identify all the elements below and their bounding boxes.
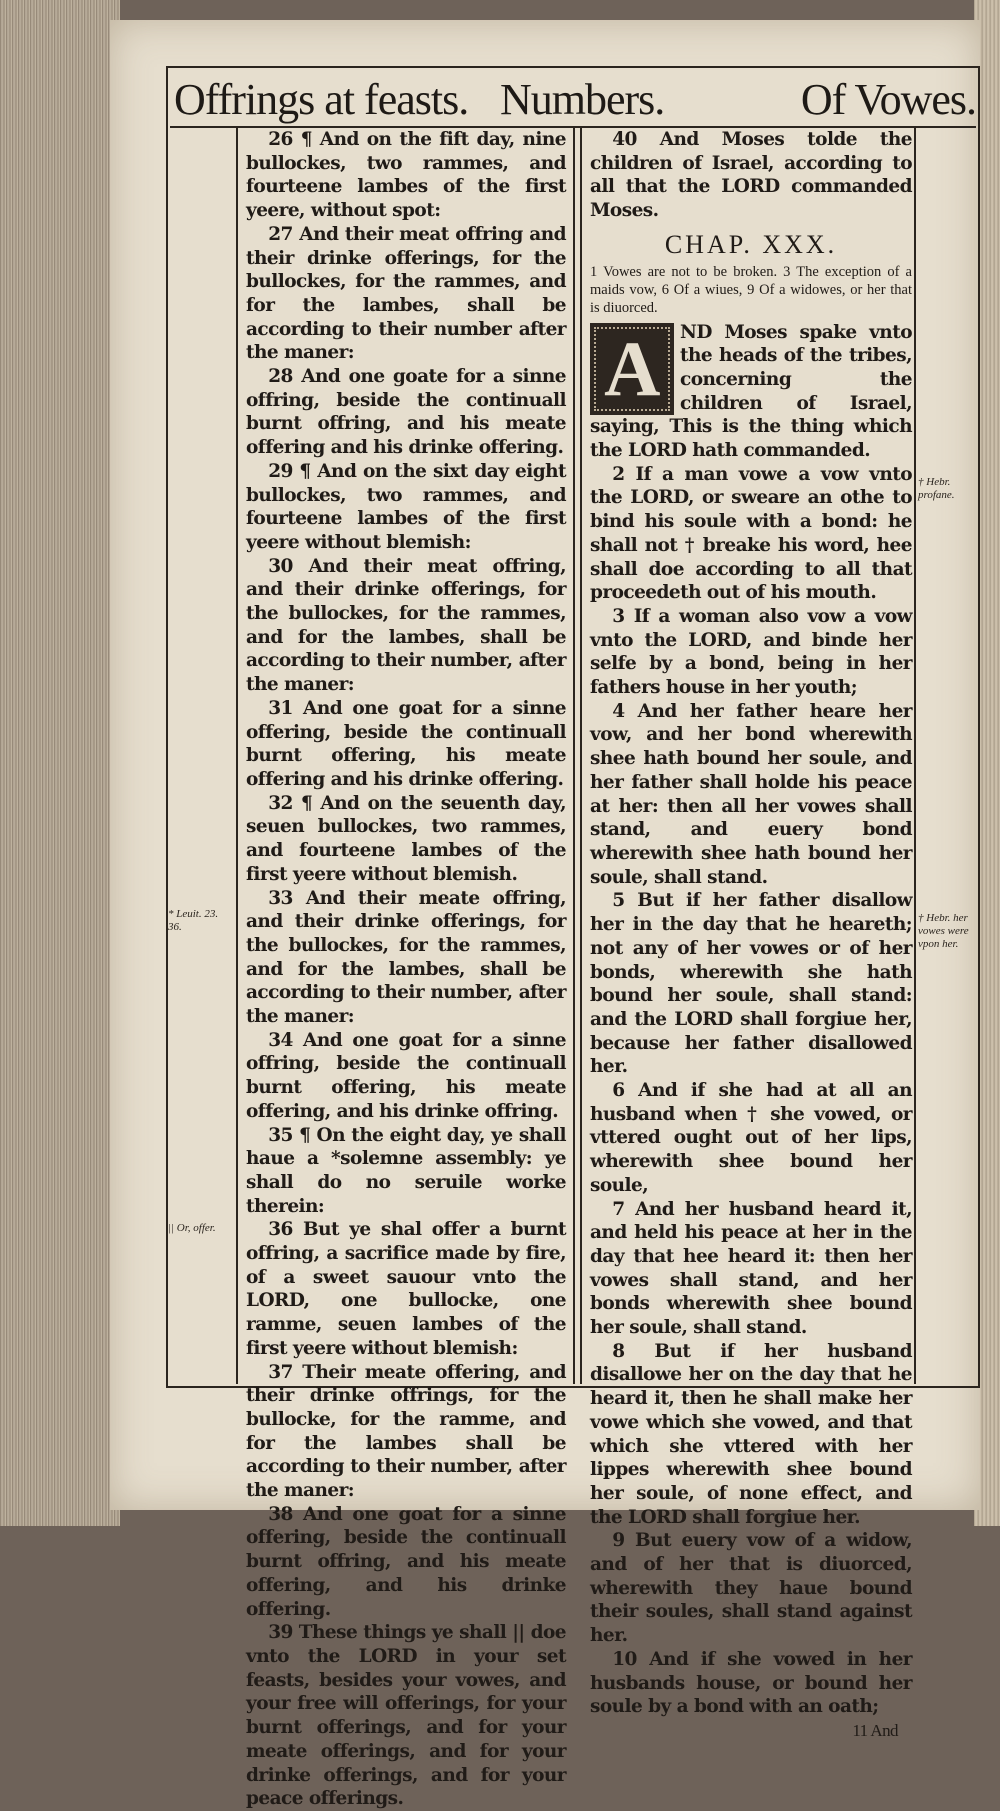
- verse: 36 But ye shal offer a burnt offring, a sacrifice made by fire, of a sweet sauour vnto the LORD, one bullocke, one ramme, seuen lambes of the first yeere without blemish:: [246, 1219, 566, 1359]
- verse: 38 And one goat for a sinne offering, beside the continuall burnt offring, and his meate offering, and his drinke offering.: [246, 1503, 566, 1620]
- margin-note-hebr-vowes: † Hebr. her vowes were vpon her.: [918, 912, 969, 950]
- verse: 27 And their meat offring and their drinke offerings, for the bullockes, for the rammes, and for the lambes, shall be according to their number after the maner:: [246, 223, 566, 364]
- chapter-opening: [590, 321, 912, 463]
- verse: 39 These things ye shall || doe vnto the LORD in your set feasts, besides your vowes, and your free will offerings, for your burnt offerings, and for your meate offerings, and for your drinke offerings, and for your peace offerings.: [246, 1622, 566, 1810]
- margin-rule-left: [236, 128, 238, 1384]
- verse: 4 And her father heare her vow, and her bond wherewith shee hath bound her soule, and her father shall holde his peace at her: then all her vowes shall stand, and euery bond wherewith shee hath bound her soule, shall stand.: [590, 700, 912, 888]
- verse: 8 But if her husband disallowe her on the day that he heard it, then he shall make her vowe which she vowed, and that which she vttered with her lippes wherewith shee bound her soule, of none effect, and the LORD shall forgiue her.: [590, 1340, 912, 1528]
- margin-note-leuit: * Leuit. 23. 36.: [168, 908, 219, 933]
- running-head: [170, 70, 980, 130]
- catchword: 11 And: [852, 1721, 898, 1740]
- verse: 6 And if she had at all an husband when † she vowed, or vttered ought out of her lips, wherewith shee bound her soule,: [590, 1080, 912, 1196]
- running-head-left: Offrings at feasts.: [174, 75, 469, 124]
- left-column: [246, 128, 566, 1811]
- verse: 2 If a man vowe a vow vnto the LORD, or sweare an othe to bind his soule with a bond: he shall not † breake his word, hee shall doe according to all that proceedeth out of his mouth.: [590, 463, 912, 604]
- verse: 31 And one goat for a sinne offering, beside the continuall burnt offering, his meate offering and his drinke offering.: [246, 697, 566, 790]
- verse: 33 And their meate offring, and their drinke offerings, for the bullockes, for the rammes, and for the lambes, shall be according to their number, after the maner:: [246, 887, 566, 1028]
- margin-note-or-offer: || Or, offer.: [168, 1222, 216, 1234]
- verse: ND Moses spake vnto the heads of the tribes, concerning the children of Israel, saying, This is the thing which the LORD hath commanded.: [590, 321, 912, 462]
- verse: 32 ¶ And on the seuenth day, seuen bullockes, two rammes, and fourteene lambes of the first yeere without blemish.: [246, 792, 566, 885]
- column-rule: [573, 128, 575, 1384]
- verse: 37 Their meate offering, and their drinke offrings, for the bullocke, for the ramme, and for the lambes shall be according to their number, after the maner:: [246, 1361, 566, 1502]
- running-head-right: Of Vowes.: [800, 75, 976, 124]
- verse: 28 And one goate for a sinne offring, beside the continuall burnt offring, and his meate offering and his drinke offering.: [246, 366, 566, 459]
- column-rule-double: [580, 128, 582, 1384]
- margin-rule-right: [914, 128, 916, 1384]
- verse: 35 ¶ On the eight day, ye shall haue a *solemne assembly: ye shall do no seruile worke therein:: [246, 1124, 566, 1217]
- book-page-edges: [0, 0, 120, 1526]
- running-head-center: Numbers.: [500, 75, 665, 124]
- verse: 5 But if her father disallow her in the day that he heareth; not any of her vowes or of her bonds, wherewith she hath bound her soule, shall stand: and the LORD shall forgiue her, because her father disallowed her.: [590, 890, 912, 1078]
- verse: 34 And one goat for a sinne offring, beside the continuall burnt offering, his meate offering, and his drinke offring.: [246, 1029, 566, 1122]
- chapter-title: CHAP. XXX.: [664, 229, 838, 259]
- verse: 10 And if she vowed in her husbands house, or bound her soule by a bond with an oath;: [590, 1648, 912, 1718]
- verse: 26 ¶ And on the fift day, nine bullockes, two rammes, and fourteene lambes of the first yeere, without spot:: [246, 129, 566, 222]
- verse: 30 And their meat offring, and their drinke offerings, for the bullockes, for the rammes, and for the lambes, shall be according to their number, after the maner:: [246, 555, 566, 696]
- verse: 29 ¶ And on the sixt day eight bullockes, two rammes, and fourteene lambes of the first yeere without blemish:: [246, 460, 566, 553]
- margin-note-hebr-profane: † Hebr. profane.: [918, 476, 955, 501]
- dropcap-initial: [590, 323, 674, 415]
- right-column: [590, 128, 912, 1743]
- verse: 7 And her husband heard it, and held his peace at her in the day that hee heard it: then her vowes shall stand, and her bonds wherewith shee bound her soule, shall stand.: [590, 1198, 912, 1339]
- chapter-summary: 1 Vowes are not to be broken. 3 The exception of a maids vow, 6 Of a wiues, 9 Of a widowes, or her that is diuorced.: [590, 263, 912, 316]
- verse: 40 And Moses tolde the children of Israel, according to all that the LORD commanded Moses.: [590, 129, 912, 222]
- verse: 3 If a woman also vow a vow vnto the LORD, and binde her selfe by a bond, being in her fathers house in her youth;: [590, 605, 912, 699]
- verse: 9 But euery vow of a widow, and of her that is diuorced, wherewith they haue bound their soules, shall stand against her.: [590, 1530, 912, 1647]
- dropcap-letter: A: [604, 324, 660, 412]
